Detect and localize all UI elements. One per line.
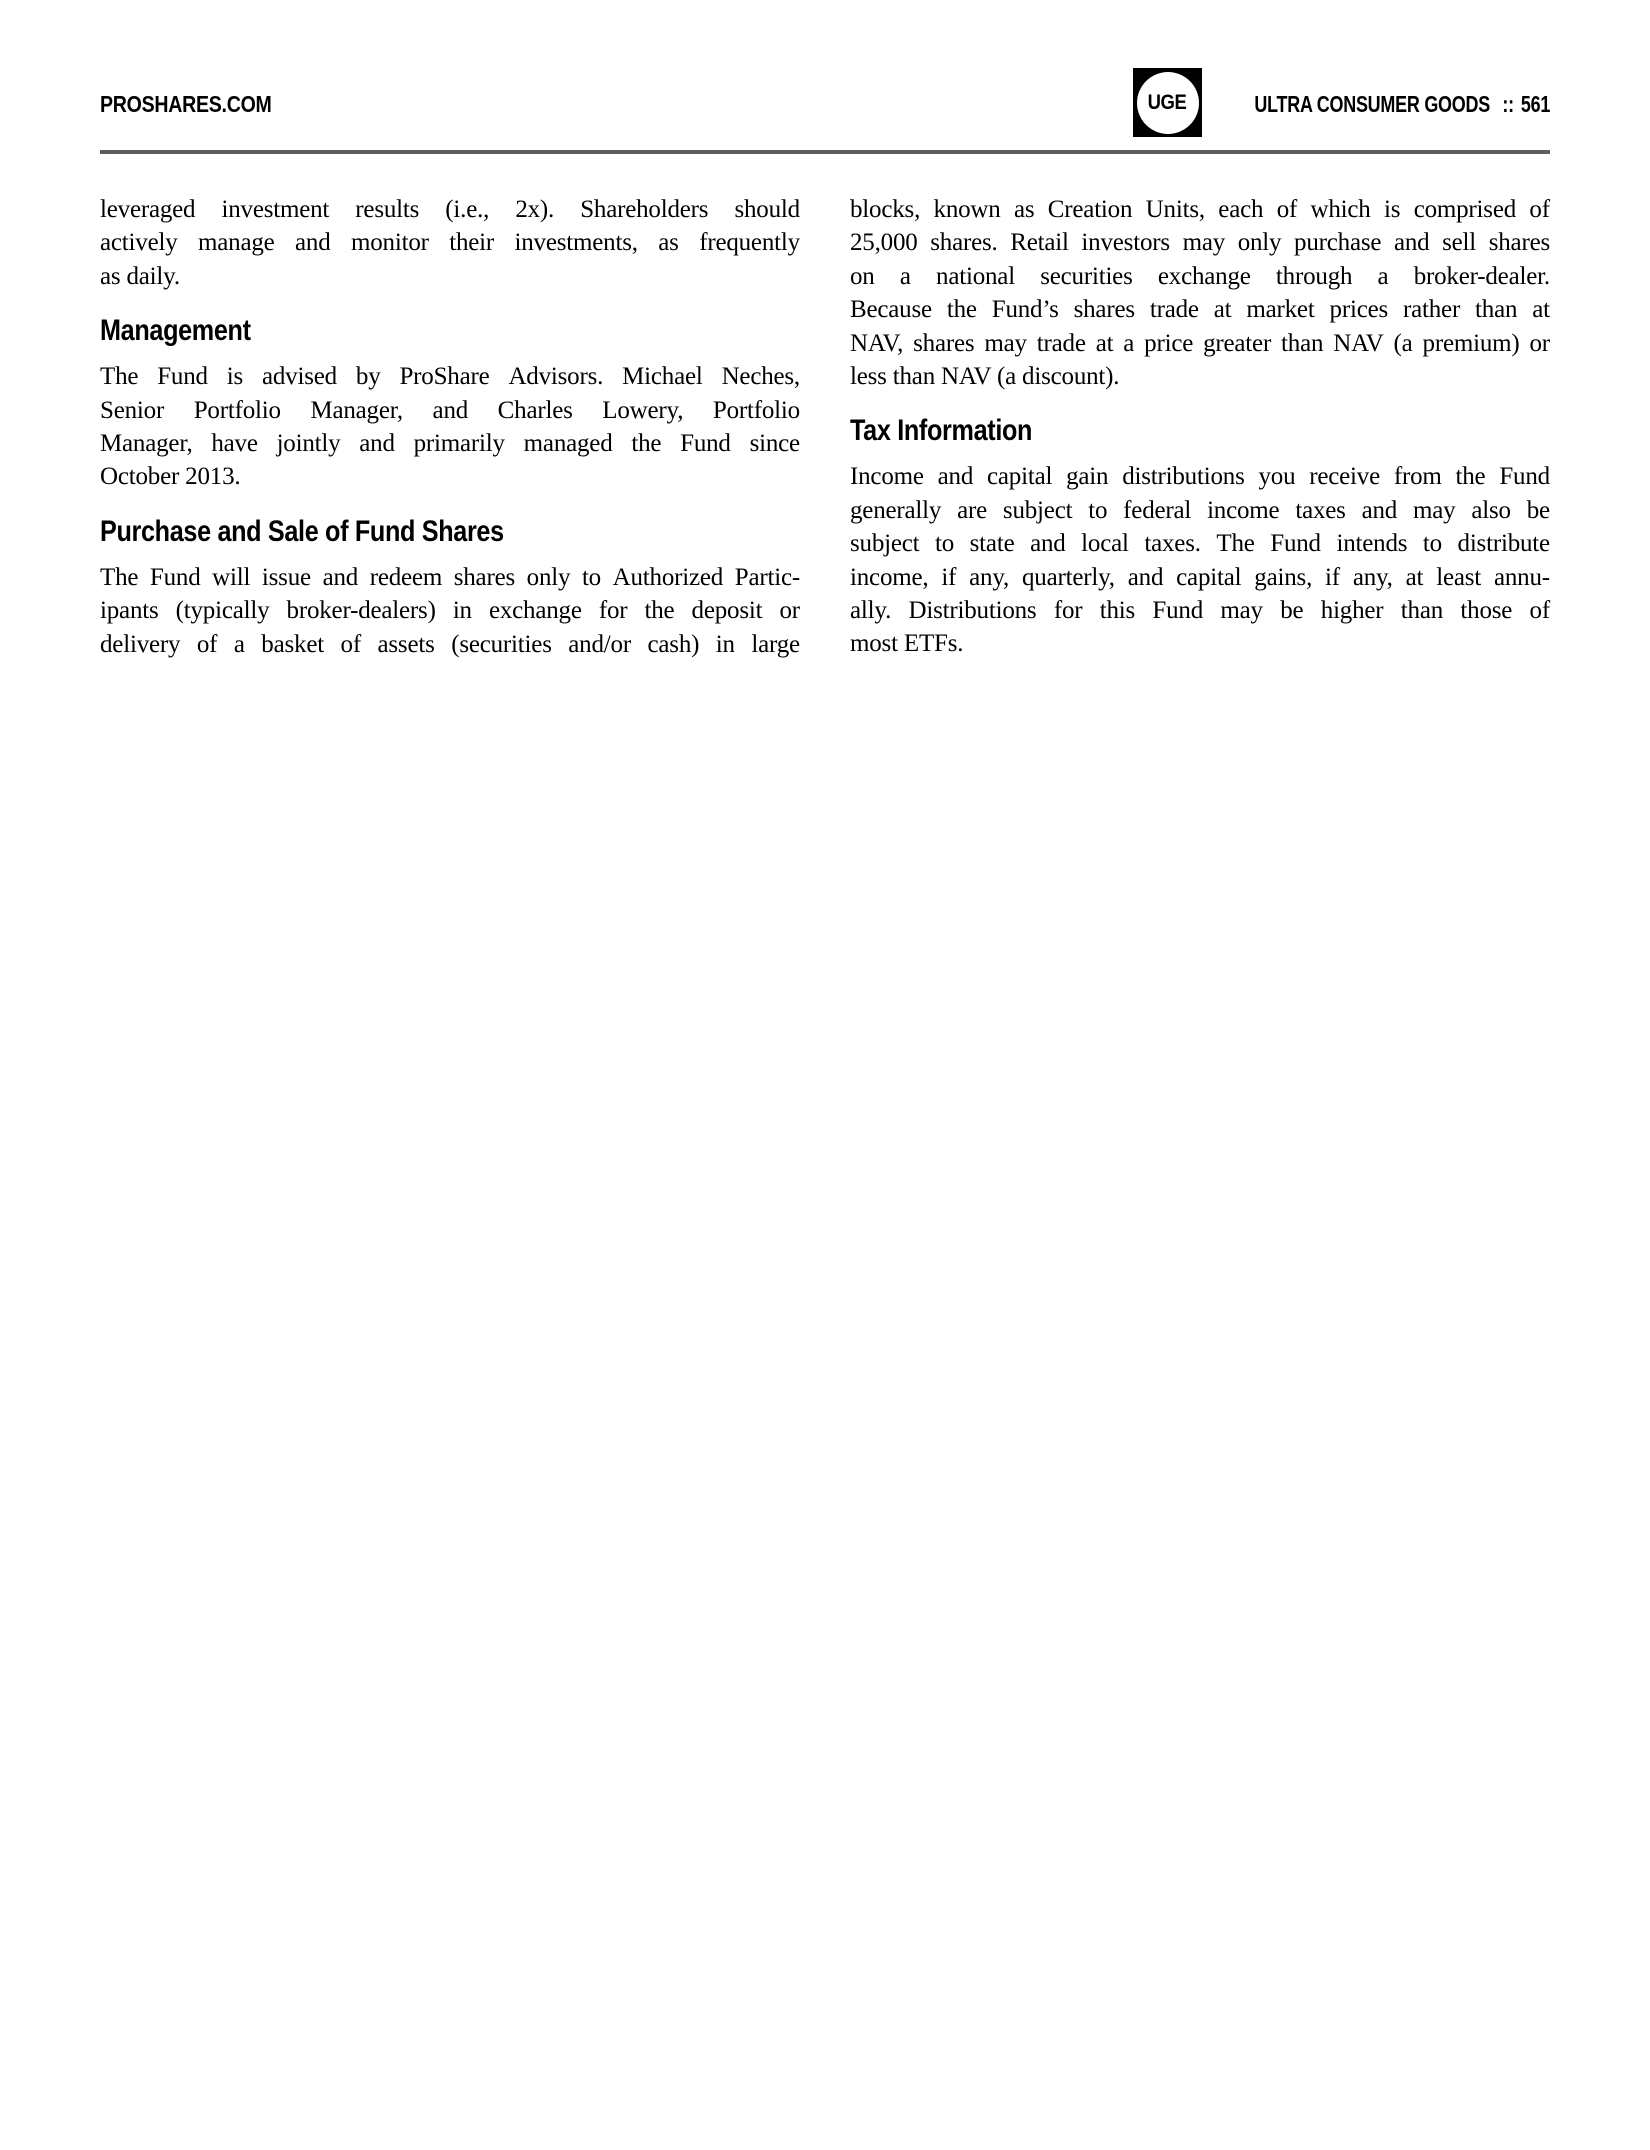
text-line: most ETFs.	[850, 630, 964, 658]
paragraph	[100, 561, 800, 661]
section-heading-text: Tax Information	[850, 414, 1033, 448]
paragraph	[850, 193, 1550, 393]
text-line: as daily.	[100, 262, 180, 290]
left-column	[100, 193, 800, 661]
fund-title: ULTRA CONSUMER GOODS	[1254, 91, 1490, 117]
page-number: 561	[1520, 91, 1550, 117]
section-heading	[100, 515, 800, 549]
paragraph	[100, 360, 800, 494]
text-line: Senior Portfolio Manager, and Charles Lowery, Portfolio	[100, 396, 800, 424]
text-line: Because the Fund’s shares trade at market prices rather than at	[850, 296, 1550, 324]
text-line: less than NAV (a discount).	[850, 362, 1120, 390]
right-column	[850, 193, 1550, 661]
text-line: NAV, shares may trade at a price greater than NAV (a premium) or	[850, 329, 1550, 357]
text-line: Income and capital gain distributions you receive from the Fund	[850, 463, 1550, 491]
paragraph	[850, 460, 1550, 660]
ticker-label: UGE	[1148, 90, 1187, 114]
section-heading	[100, 314, 800, 348]
text-line: ally. Distributions for this Fund may be higher than those of	[850, 596, 1550, 624]
header-separator: ::	[1502, 91, 1514, 117]
text-line: October 2013.	[100, 463, 241, 491]
text-line: 25,000 shares. Retail investors may only purchase and sell shares	[850, 229, 1550, 257]
text-line: on a national securities exchange through a broker-dealer.	[850, 262, 1550, 290]
section-heading-text: Management	[100, 314, 251, 348]
text-line: ipants (typically broker-dealers) in exchange for the deposit or	[100, 597, 800, 625]
section-heading	[850, 414, 1550, 448]
fund-header	[1254, 92, 1550, 117]
text-line: actively manage and monitor their investments, as frequently	[100, 229, 800, 257]
text-line: income, if any, quarterly, and capital gains, if any, at least annu-	[850, 563, 1550, 591]
text-line: The Fund is advised by ProShare Advisors. Michael Neches,	[100, 363, 800, 391]
site-name: PROSHARES.COM	[100, 91, 272, 117]
ticker-badge	[1133, 68, 1202, 137]
text-line: leveraged investment results (i.e., 2x). Shareholders should	[100, 196, 800, 223]
text-line: blocks, known as Creation Units, each of which is comprised of	[850, 196, 1550, 223]
ticker-badge-circle	[1137, 72, 1199, 134]
text-line: delivery of a basket of assets (securities and/or cash) in large	[100, 630, 800, 658]
text-line: generally are subject to federal income taxes and may also be	[850, 496, 1550, 524]
paragraph	[100, 193, 800, 293]
text-line: subject to state and local taxes. The Fund intends to distribute	[850, 530, 1550, 558]
text-line: The Fund will issue and redeem shares only to Authorized Partic-	[100, 563, 800, 591]
header-rule	[100, 150, 1550, 154]
section-heading-text: Purchase and Sale of Fund Shares	[100, 514, 504, 548]
text-line: Manager, have jointly and primarily managed the Fund since	[100, 429, 800, 457]
